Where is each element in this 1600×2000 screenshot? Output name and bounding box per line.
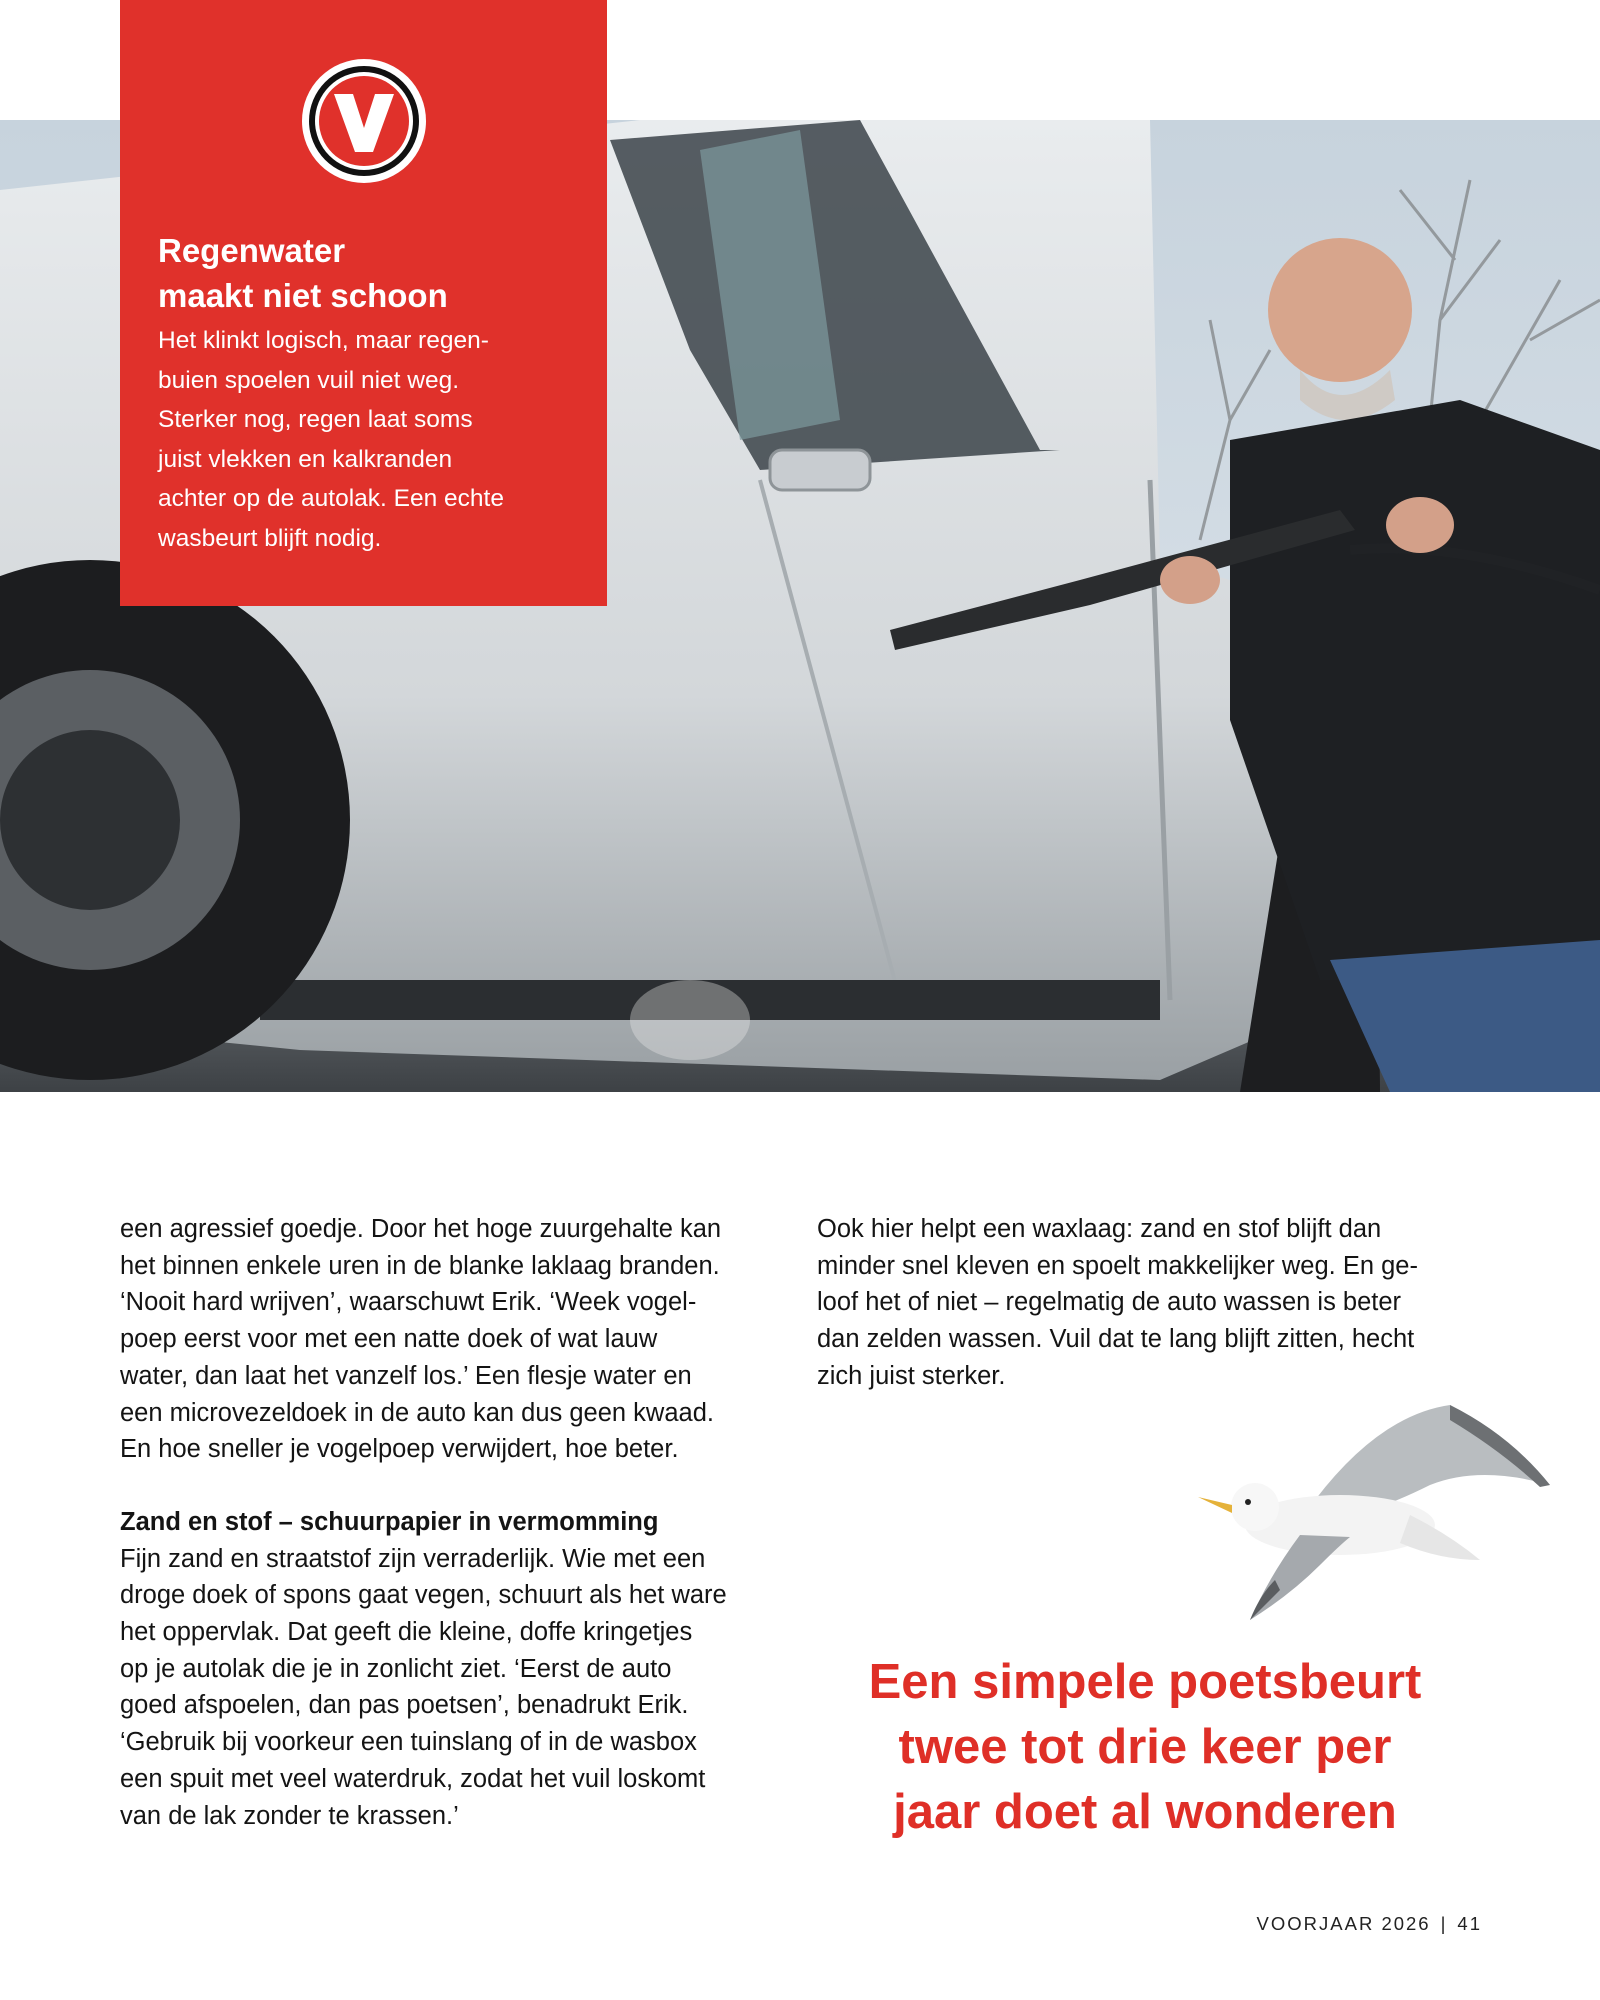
text-line: op je autolak die je in zonlicht ziet. ‘Eerst de auto <box>120 1654 672 1683</box>
info-box-heading-line: Regenwater <box>158 232 346 269</box>
footer-separator: | <box>1440 1913 1448 1934</box>
info-box-text-line: Het klinkt logisch, maar regen- <box>158 327 489 354</box>
text-line: ‘Gebruik bij voorkeur een tuinslang of in de wasbox <box>120 1728 697 1757</box>
pull-quote-line: Een simpele poetsbeurt <box>868 1655 1422 1709</box>
text-line: water, dan laat het vanzelf los.’ Een flesje water en <box>120 1361 692 1390</box>
left-paragraph-2 <box>120 1541 780 1835</box>
text-line: het binnen enkele uren in de blanke laklaag branden. <box>120 1251 720 1280</box>
page-number: 41 <box>1457 1913 1482 1934</box>
info-box-text-line: achter op de autolak. Een echte <box>158 485 504 512</box>
issue-label: VOORJAAR 2026 <box>1256 1913 1431 1934</box>
text-line: Ook hier helpt een waxlaag: zand en stof blijft dan <box>817 1215 1382 1243</box>
text-line: dan zelden wassen. Vuil dat te lang blijft zitten, hecht <box>817 1325 1415 1354</box>
info-box-text-line: wasbeurt blijft nodig. <box>158 524 382 552</box>
info-box-heading-line: maakt niet schoon <box>158 277 448 314</box>
text-line: een agressief goedje. Door het hoge zuurgehalte kan <box>120 1215 722 1243</box>
text-line: zich juist sterker. <box>817 1361 1006 1390</box>
section-subheading: Zand en stof – schuurpapier in vermomming <box>120 1507 659 1536</box>
left-paragraph-1 <box>120 1211 780 1468</box>
text-line: goed afspoelen, dan pas poetsen’, benadrukt Erik. <box>120 1691 689 1720</box>
page-footer <box>1257 1913 1482 1935</box>
text-line: het oppervlak. Dat geeft die kleine, doffe kringetjes <box>120 1618 693 1647</box>
pull-quote-line: twee tot drie keer per <box>898 1720 1392 1774</box>
text-line: een spuit met veel waterdruk, zodat het vuil loskomt <box>120 1764 706 1793</box>
info-box-text <box>158 321 578 558</box>
left-column <box>120 1211 780 1834</box>
text-line: minder snel kleven en spoelt makkelijker weg. En ge- <box>817 1251 1418 1280</box>
text-line: loof het of niet – regelmatig de auto wassen is beter <box>817 1288 1402 1317</box>
text-line: droge doek of spons gaat vegen, schuurt als het ware <box>120 1581 727 1610</box>
info-box-text-line: juist vlekken en kalkranden <box>158 445 453 473</box>
text-line: een microvezeldoek in de auto kan dus geen kwaad. <box>120 1398 714 1427</box>
info-box <box>120 0 607 606</box>
text-line: poep eerst voor met een natte doek of wat lauw <box>120 1325 658 1354</box>
pull-quote-line: jaar doet al wonderen <box>893 1785 1397 1839</box>
text-line: Fijn zand en straatstof zijn verraderlijk. Wie met een <box>120 1544 706 1573</box>
text-line: ‘Nooit hard wrijven’, waarschuwt Erik. ‘Week vogel- <box>120 1288 697 1317</box>
info-box-heading <box>158 228 578 318</box>
v-logo-icon <box>301 58 427 184</box>
right-column <box>817 1211 1497 1395</box>
pull-quote <box>820 1650 1470 1845</box>
info-box-text-line: buien spoelen vuil niet weg. <box>158 366 460 394</box>
seagull-icon <box>1150 1395 1570 1625</box>
text-line: van de lak zonder te krassen.’ <box>120 1801 459 1830</box>
text-line: En hoe sneller je vogelpoep verwijdert, hoe beter. <box>120 1435 679 1464</box>
info-box-text-line: Sterker nog, regen laat soms <box>158 406 473 433</box>
